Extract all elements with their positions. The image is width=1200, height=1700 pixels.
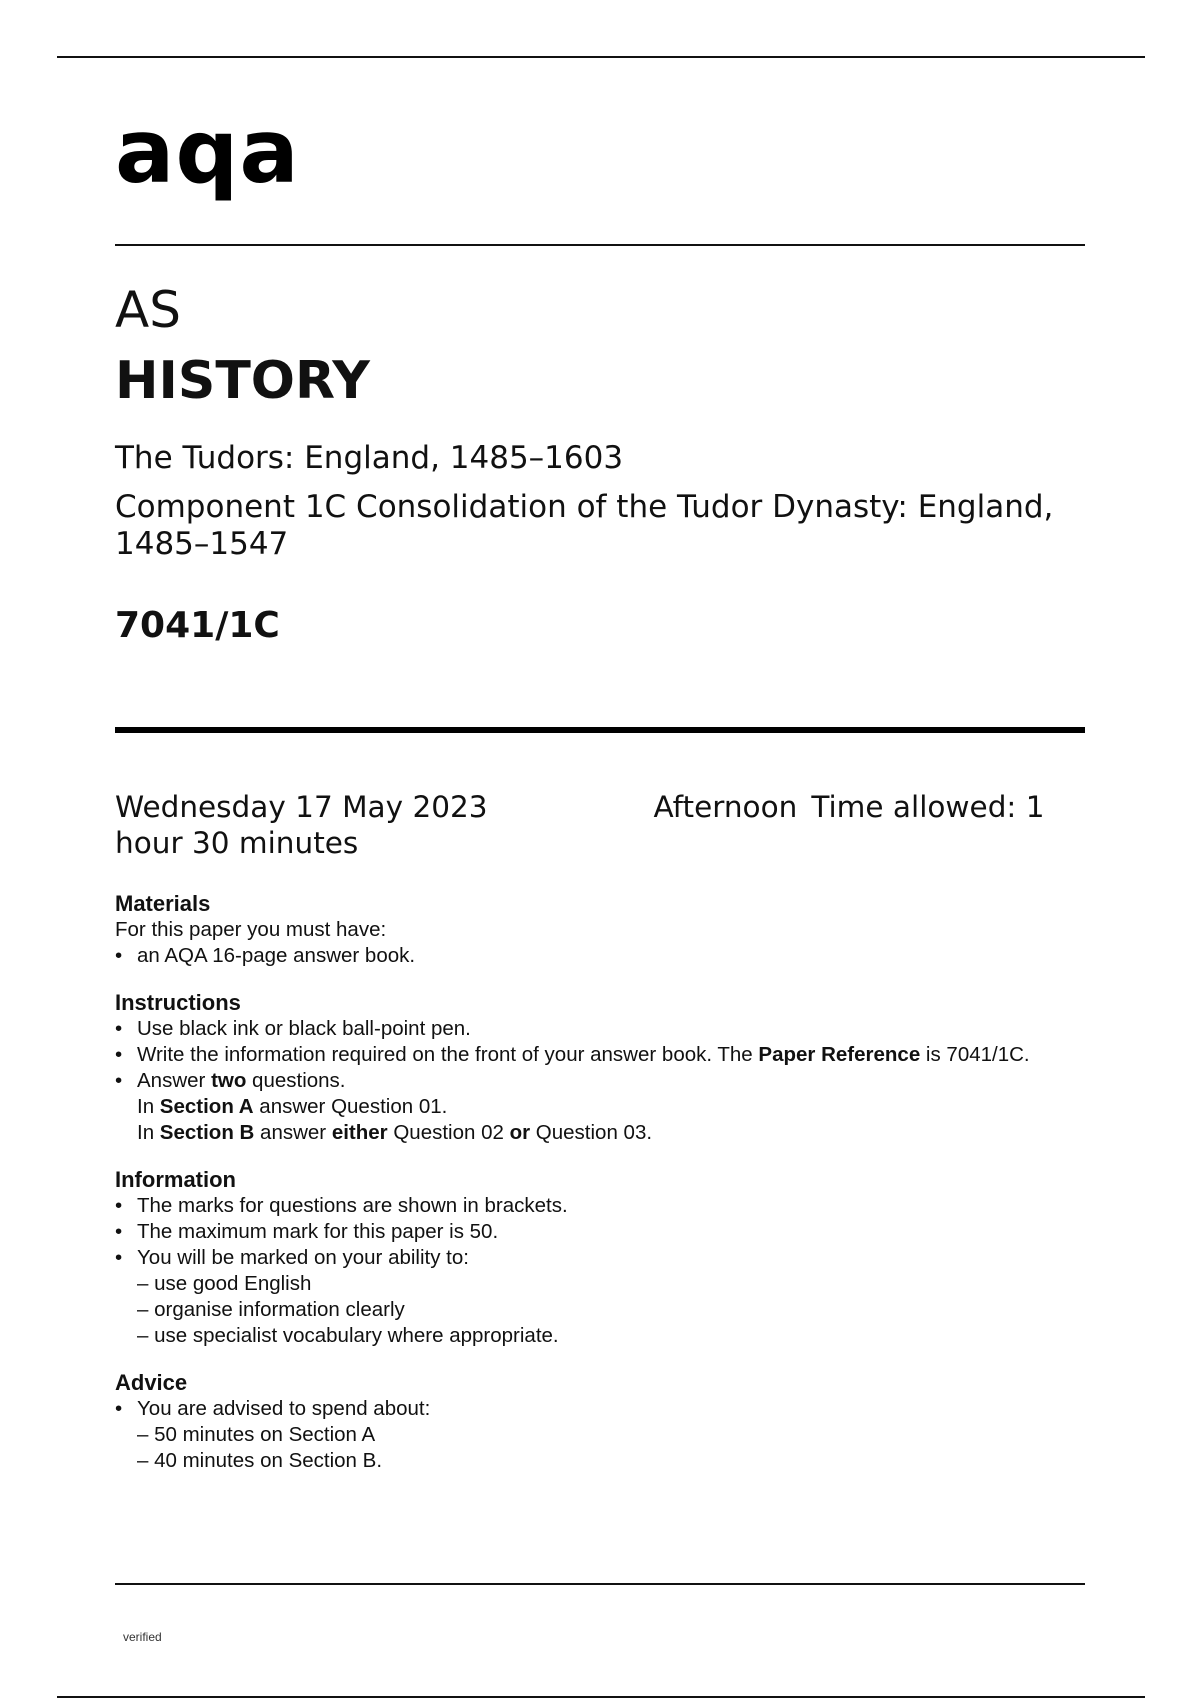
information-text: • You will be marked on your ability to: bbox=[137, 1246, 469, 1269]
materials-section bbox=[115, 890, 1075, 969]
instruction-bold: Section B bbox=[159, 1121, 255, 1144]
aqa-logo: aqa bbox=[115, 100, 300, 203]
topic-title: The Tudors: England, 1485–1603 bbox=[115, 440, 624, 476]
logo-divider bbox=[115, 244, 1085, 246]
instruction-text: questions. bbox=[246, 1069, 346, 1092]
materials-intro: For this paper you must have: bbox=[115, 918, 387, 941]
instruction-line bbox=[137, 1120, 1075, 1146]
list-item bbox=[115, 1042, 1075, 1068]
instruction-bold: Section A bbox=[159, 1095, 254, 1118]
instructions-section bbox=[115, 989, 1075, 1146]
list-item bbox=[115, 1245, 1075, 1349]
advice-text: • You are advised to spend about: bbox=[137, 1397, 431, 1420]
instructions-heading: Instructions bbox=[115, 990, 241, 1015]
instruction-text: Write the information required on the front of your answer book. The bbox=[137, 1043, 759, 1066]
list-item bbox=[115, 1396, 1075, 1474]
advice-list bbox=[115, 1396, 1075, 1474]
header-thick-divider bbox=[115, 727, 1085, 733]
materials-heading: Materials bbox=[115, 891, 211, 916]
sub-item: – use specialist vocabulary where appropriate. bbox=[137, 1324, 559, 1347]
instruction-text: In bbox=[137, 1121, 160, 1144]
advice-section bbox=[115, 1369, 1075, 1474]
instructions-list bbox=[115, 1016, 1075, 1146]
instruction-text: Question 02 bbox=[387, 1121, 510, 1144]
instruction-text: In bbox=[137, 1095, 160, 1118]
information-heading: Information bbox=[115, 1167, 236, 1192]
list-item: • The marks for questions are shown in brackets. bbox=[115, 1193, 1075, 1219]
sub-item: – organise information clearly bbox=[137, 1298, 405, 1321]
sub-item: – use good English bbox=[137, 1272, 312, 1295]
advice-heading: Advice bbox=[115, 1370, 188, 1395]
instruction-line bbox=[137, 1068, 1075, 1094]
instruction-text: Answer bbox=[137, 1069, 212, 1092]
sub-item: – 40 minutes on Section B. bbox=[137, 1449, 383, 1472]
instruction-line bbox=[137, 1094, 1075, 1120]
list-item: • Use black ink or black ball-point pen. bbox=[115, 1016, 1075, 1042]
component-title: Component 1C Consolidation of the Tudor Dynasty: England, 1485–1547 bbox=[115, 489, 1054, 563]
instruction-bold: either bbox=[331, 1121, 388, 1144]
information-list bbox=[115, 1193, 1075, 1349]
list-item: • an AQA 16-page answer book. bbox=[115, 943, 1075, 969]
page-top-rule bbox=[57, 56, 1145, 58]
instruction-bold: two bbox=[211, 1069, 247, 1092]
paper-code: 7041/1C bbox=[115, 605, 280, 646]
information-section bbox=[115, 1166, 1075, 1349]
list-item: • The maximum mark for this paper is 50. bbox=[115, 1219, 1075, 1245]
front-page-sections bbox=[115, 890, 1075, 1494]
instruction-text: Question 03. bbox=[530, 1121, 653, 1144]
instruction-text: answer bbox=[254, 1121, 332, 1144]
sub-item: – 50 minutes on Section A bbox=[137, 1423, 376, 1446]
time-allowed: Time allowed: 1 hour 30 minutes bbox=[115, 790, 1045, 860]
exam-datetime bbox=[115, 790, 1075, 862]
qualification-level: AS bbox=[115, 281, 181, 339]
exam-session: Afternoon bbox=[653, 790, 798, 824]
instruction-bold: or bbox=[509, 1121, 531, 1144]
subject-title: HISTORY bbox=[115, 351, 370, 411]
list-item bbox=[115, 1068, 1075, 1146]
instruction-text: is 7041/1C. bbox=[920, 1043, 1030, 1066]
verified-label: verified bbox=[123, 1630, 162, 1644]
materials-list bbox=[115, 943, 1075, 969]
instruction-bold: Paper Reference bbox=[758, 1043, 921, 1066]
footer-divider bbox=[115, 1583, 1085, 1585]
page-bottom-rule bbox=[57, 1696, 1145, 1698]
exam-date: Wednesday 17 May 2023 bbox=[115, 790, 488, 824]
instruction-text: answer Question 01. bbox=[253, 1095, 448, 1118]
